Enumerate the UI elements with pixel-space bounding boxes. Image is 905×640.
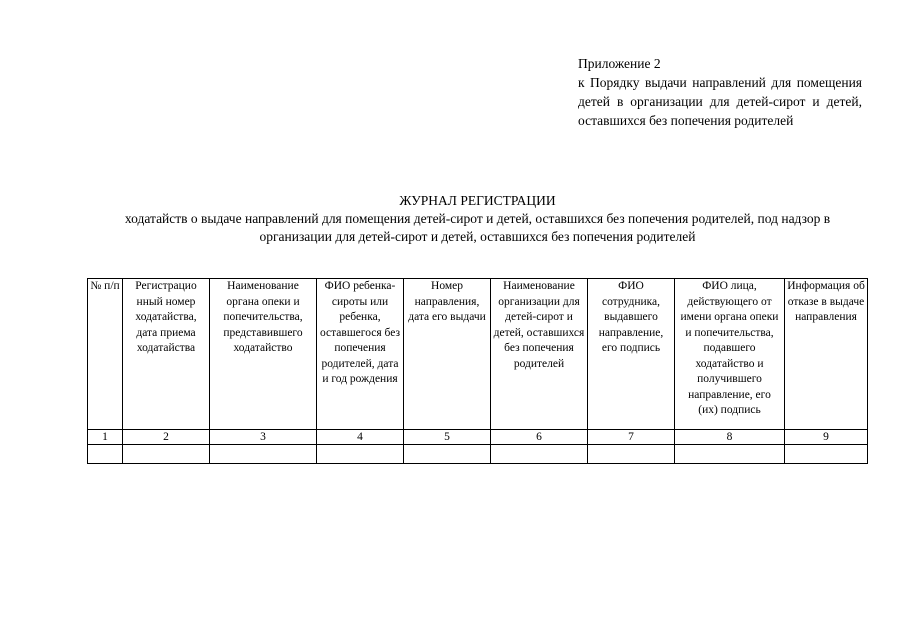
appendix-reference: к Порядку выдачи направлений для помещения детей в организации для детей-сирот и детей, оставшихся без попечения родителей [578, 75, 862, 128]
empty-cell [123, 445, 210, 464]
column-number: 9 [785, 430, 868, 445]
empty-cell [317, 445, 404, 464]
appendix-title: Приложение 2 [578, 56, 661, 71]
empty-cell [88, 445, 123, 464]
document-heading: ЖУРНАЛ РЕГИСТРАЦИИ [399, 193, 556, 208]
header-cell-refusal-info: Информация об отказе в выдаче направления [785, 279, 868, 430]
empty-cell [210, 445, 317, 464]
column-number: 6 [491, 430, 588, 445]
empty-cell [785, 445, 868, 464]
column-number: 2 [123, 430, 210, 445]
empty-entry-row [88, 445, 868, 464]
document-subtitle: ходатайств о выдаче направлений для помещения детей-сирот и детей, оставшихся без попечения родителей, под надзор в организации для детей-сирот и детей, оставшихся без попечения родителей [124, 211, 831, 244]
header-cell-registration: Регистрацио нный номер ходатайства, дата приема ходатайства [123, 279, 210, 430]
header-cell-organization: Наименование организации для детей-сирот и детей, оставшихся без попечения родителей [491, 279, 588, 430]
column-number: 5 [404, 430, 491, 445]
header-row [88, 279, 868, 430]
column-number: 7 [588, 430, 675, 445]
header-cell-child-name: ФИО ребенка-сироты или ребенка, оставшегося без попечения родителей, дата и год рождения [317, 279, 404, 430]
empty-cell [404, 445, 491, 464]
document-title-block [95, 192, 860, 246]
empty-cell [588, 445, 675, 464]
header-cell-guardianship-body: Наименование органа опеки и попечительства, представившего ходатайство [210, 279, 317, 430]
column-number: 4 [317, 430, 404, 445]
empty-cell [675, 445, 785, 464]
header-cell-representative: ФИО лица, действующего от имени органа опеки и попечительства, подавшего ходатайство и получившего направление, его (их) подпись [675, 279, 785, 430]
appendix-note [578, 54, 862, 130]
empty-cell [491, 445, 588, 464]
registration-journal-table [87, 278, 868, 464]
header-cell-referral-number: Номер направления, дата его выдачи [404, 279, 491, 430]
column-number-row [88, 430, 868, 445]
column-number: 3 [210, 430, 317, 445]
header-cell-number: № п/п [88, 279, 123, 430]
header-cell-employee: ФИО сотрудника, выдавшего направление, его подпись [588, 279, 675, 430]
column-number: 8 [675, 430, 785, 445]
column-number: 1 [88, 430, 123, 445]
